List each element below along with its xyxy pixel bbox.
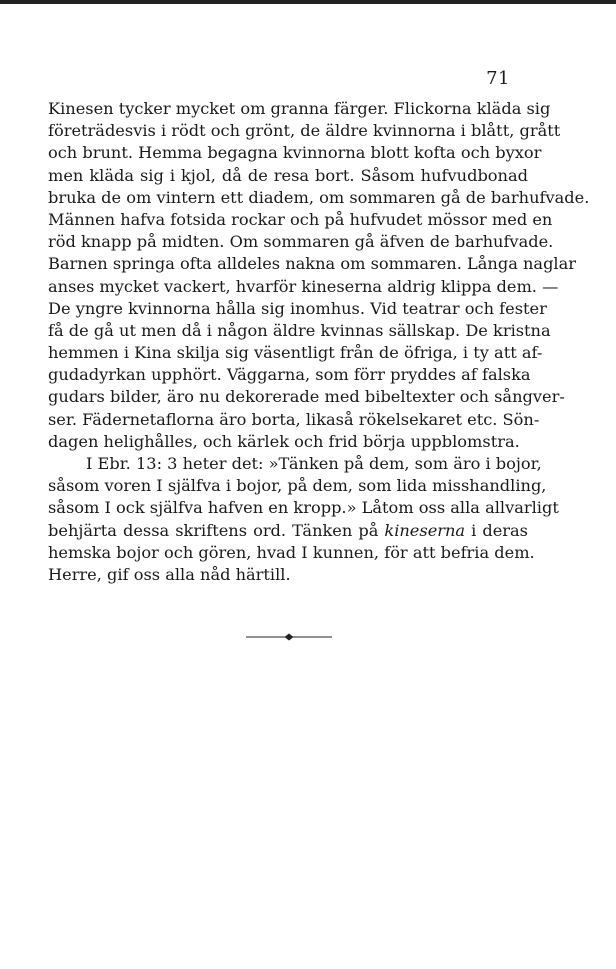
text-line: gudadyrkan upphört. Väggarna, som förr pryddes af falska [48,365,531,385]
text-segment: i deras [471,520,528,540]
text-line: Barnen springa ofta alldeles nakna om sommaren. Långa naglar [48,254,576,274]
text-line: röd knapp på midten. Om sommaren gå äfven de barhufvade. [48,232,554,252]
text-line: anses mycket vackert, hvarför kineserna aldrig klippa dem. — [48,276,559,296]
text-line: ser. Fädernetaflorna äro borta, likaså rökelsekaret etc. Sön- [48,409,540,429]
text-line: men kläda sig i kjol, då de resa bort. Såsom hufvudbonad [48,165,528,185]
text-line: få de gå ut men då i någon äldre kvinnas sällskap. De kristna [48,320,551,340]
text-line: hemmen i Kina skilja sig väsentligt från de öfriga, i ty att af- [48,343,543,363]
text-line: bruka de om vintern ett diadem, om sommaren gå de barhufvade. [48,187,590,207]
text-line: såsom I ock själfva hafven en kropp.» Låtom oss alla allvarligt [48,498,559,518]
text-line: dagen helighålles, och kärlek och frid börja uppblomstra. [48,431,520,451]
text-segment: behjärta dessa skriftens ord. Tänken på [48,520,379,540]
text-line: och brunt. Hemma begagna kvinnorna blott kofta och byxor [48,143,542,163]
text-line: Herre, gif oss alla nåd härtill. [48,564,291,584]
text-line: hemska bojor och gören, hvad I kunnen, för att befria dem. [48,542,535,562]
body-text [48,98,590,586]
italic-word: kineserna [384,520,466,540]
section-end-ornament [246,632,332,642]
text-line-with-italic [48,520,528,542]
text-line: företrädesvis i rödt och grönt, de äldre kvinnorna i blått, grått [48,121,561,141]
text-line: De yngre kvinnorna hålla sig inomhus. Vid teatrar och fester [48,298,547,318]
top-border-rule [0,0,616,4]
text-line: såsom voren I själfva i bojor, på dem, som lida misshandling, [48,476,547,496]
text-line: Kinesen tycker mycket om granna färger. Flickorna kläda sig [48,99,551,118]
text-line: Männen hafva fotsida rockar och på hufvudet mössor med en [48,209,553,229]
diamond-rule-icon [246,632,332,642]
page-number: 71 [486,68,510,89]
text-line: gudars bilder, äro nu dekorerade med bibeltexter och sångver- [48,387,565,407]
text-line: I Ebr. 13: 3 heter det: »Tänken på dem, som äro i bojor, [86,454,542,473]
